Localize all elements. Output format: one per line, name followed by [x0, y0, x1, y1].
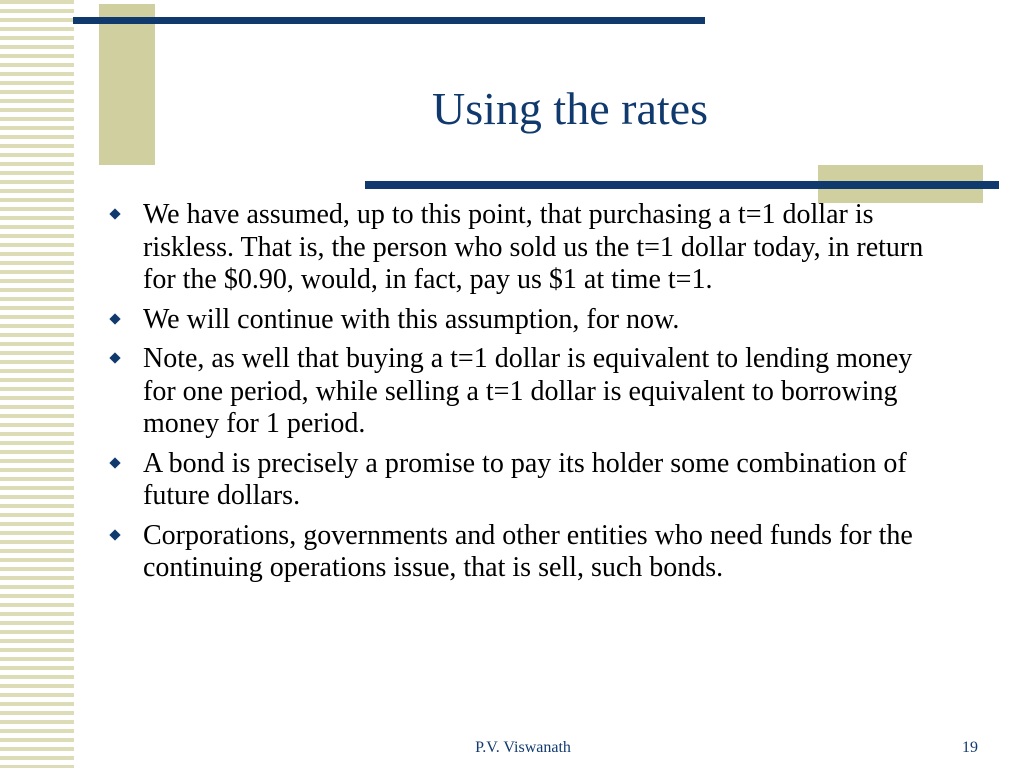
decorative-top-rule — [73, 17, 705, 24]
bullet-item — [105, 199, 950, 297]
bullet-item — [105, 304, 950, 337]
bullet-text: A bond is precisely a promise to pay its holder some combination of future dollars. — [143, 447, 907, 511]
diamond-bullet-icon — [109, 208, 120, 219]
bullet-text: We have assumed, up to this point, that purchasing a t=1 dollar is riskless. That is, the person who sold us the t=1 dollar today, in return for the $0.90, would, in fact, pay us $1 at time t=1. — [143, 199, 924, 295]
bullet-text: Note, as well that buying a t=1 dollar is equivalent to lending money for one period, while selling a t=1 dollar is equivalent to borrowing money for 1 period. — [143, 343, 913, 439]
bullet-list — [105, 199, 950, 592]
decorative-olive-block-top — [99, 4, 155, 165]
bullet-text: Corporations, governments and other entities who need funds for the continuing operations issue, that is sell, such bonds. — [143, 519, 913, 583]
bullet-item — [105, 343, 950, 441]
diamond-bullet-icon — [109, 352, 120, 363]
decorative-title-rule — [365, 181, 999, 189]
footer-author: P.V. Viswanath — [475, 739, 571, 756]
diamond-bullet-icon — [109, 457, 120, 468]
diamond-bullet-icon — [109, 313, 120, 324]
bullet-item — [105, 448, 950, 513]
bullet-item — [105, 520, 950, 585]
page-number: 19 — [962, 739, 978, 756]
decorative-stripes — [0, 0, 74, 768]
diamond-bullet-icon — [109, 529, 120, 540]
slide-title: Using the rates — [432, 83, 708, 134]
bullet-text: We will continue with this assumption, for now. — [143, 303, 680, 335]
